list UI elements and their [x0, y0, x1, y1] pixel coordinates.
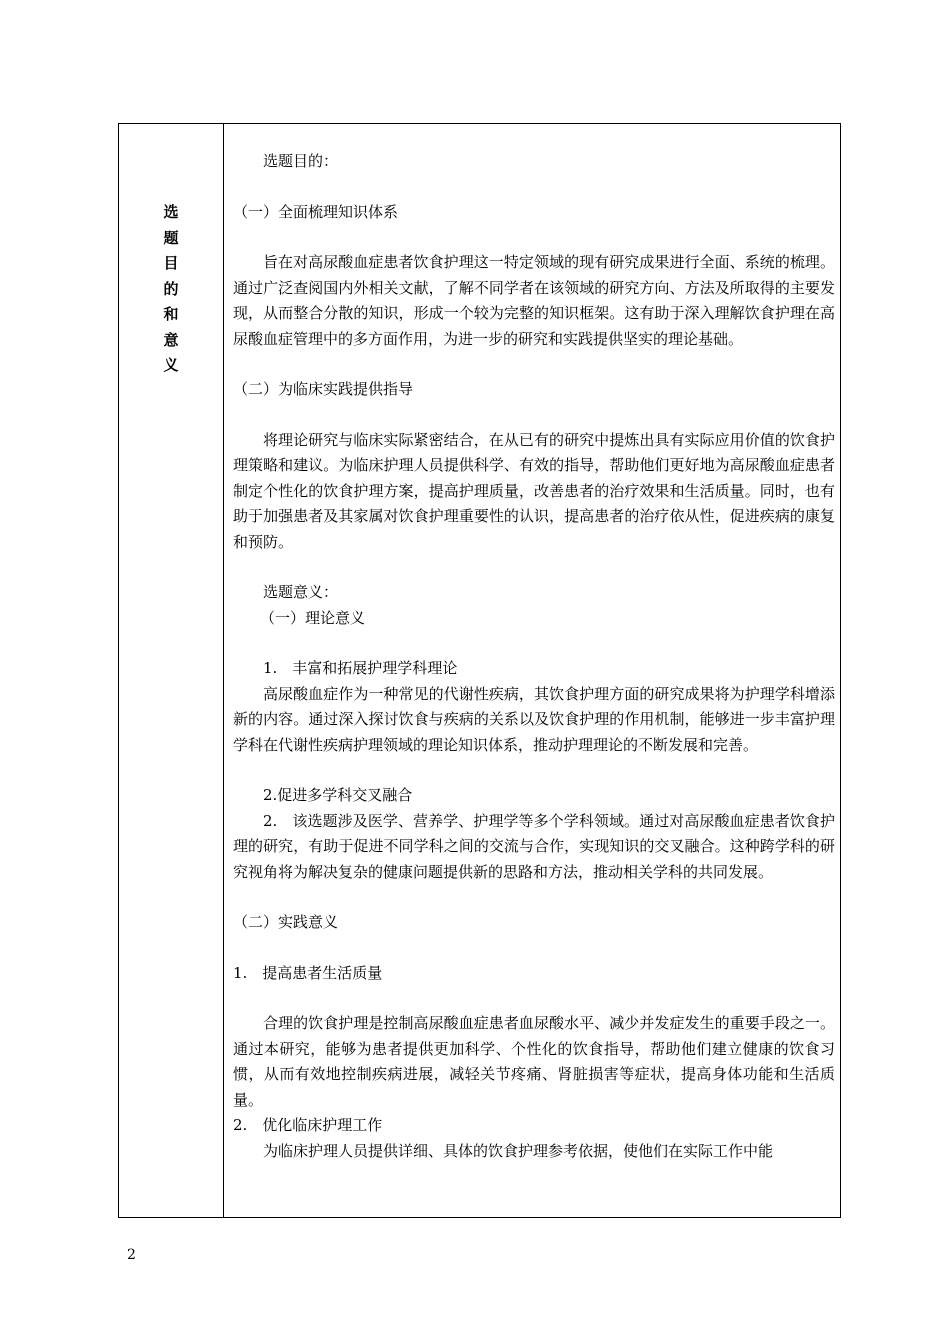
section-label-char: 选 — [163, 203, 179, 221]
s1-item1-body: 高尿酸血症作为一种常见的代谢性疾病，其饮食护理方面的研究成果将为护理学科增添新的内容。通过深入探讨饮食与疾病的关系以及饮食护理的作用机制，能够进一步丰富护理学科在代谢性疾病护理领域的理论知识体系，推动护理理论的不断发展和完善。 — [233, 684, 835, 754]
section-label-char: 和 — [163, 305, 179, 323]
s1-item2-body: 2. 该选题涉及医学、营养学、护理学等多个学科领域。通过对高尿酸血症患者饮食护理的研究，有助于促进不同学科之间的交流与合作，实现知识的交叉融合。这种跨学科的研究视角将为解决复杂的健康问题提供新的思路和方法，推动相关学科的共同发展。 — [233, 811, 835, 881]
purpose-heading: 选题目的： — [263, 152, 339, 170]
content-cell — [223, 124, 840, 1217]
s2-heading: （二）实践意义 — [233, 913, 339, 931]
section-label — [119, 200, 223, 379]
section-label-char: 义 — [163, 356, 179, 374]
s2-item2-body: 为临床护理人员提供详细、具体的饮食护理参考依据，使他们在实际工作中能 — [263, 1141, 774, 1160]
s1-item2-title: 2.促进多学科交叉融合 — [263, 786, 413, 804]
page-number: 2 — [127, 1247, 136, 1263]
section-label-char: 的 — [163, 279, 179, 298]
s2-item1-title: 1. 提高患者生活质量 — [233, 963, 383, 982]
p2-heading: （二）为临床实践提供指导 — [233, 380, 414, 398]
s1-heading: （一）理论意义 — [260, 608, 366, 627]
section-label-char: 意 — [163, 330, 179, 349]
document-table — [118, 123, 841, 1218]
significance-heading: 选题意义： — [263, 583, 339, 601]
section-label-char: 目 — [163, 254, 179, 272]
p1-body: 旨在对高尿酸血症患者饮食护理这一特定领域的现有研究成果进行全面、系统的梳理。通过广泛查阅国内外相关文献，了解不同学者在该领域的研究方向、方法及所取得的主要发现，从而整合分散的知识，形成一个较为完整的知识框架。这有助于深入理解饮食护理在高尿酸血症管理中的多方面作用，为进一步的研究和实践提供坚实的理论基础。 — [233, 253, 835, 348]
p1-heading: （一）全面梳理知识体系 — [233, 202, 399, 221]
s2-item2-title: 2. 优化临床护理工作 — [233, 1116, 383, 1134]
p2-body: 将理论研究与临床实际紧密结合，在从已有的研究中提炼出具有实际应用价值的饮食护理策略和建议。为临床护理人员提供科学、有效的指导，帮助他们更好地为高尿酸血症患者制定个性化的饮食护理方案，提高护理质量，改善患者的治疗效果和生活质量。同时，也有助于加强患者及其家属对饮食护理重要性的认识，提高患者的治疗依从性，促进疾病的康复和预防。 — [233, 430, 835, 551]
s1-item1-title: 1. 丰富和拓展护理学科理论 — [263, 659, 458, 677]
s2-item1-body: 合理的饮食护理是控制高尿酸血症患者血尿酸水平、减少并发症发生的重要手段之一。通过本研究，能够为患者提供更加科学、个性化的饮食指导，帮助他们建立健康的饮食习惯，从而有效地控制疾病进展，减轻关节疼痛、肾脏损害等症状，提高身体功能和生活质量。 — [233, 1014, 835, 1109]
section-label-char: 题 — [163, 228, 179, 247]
